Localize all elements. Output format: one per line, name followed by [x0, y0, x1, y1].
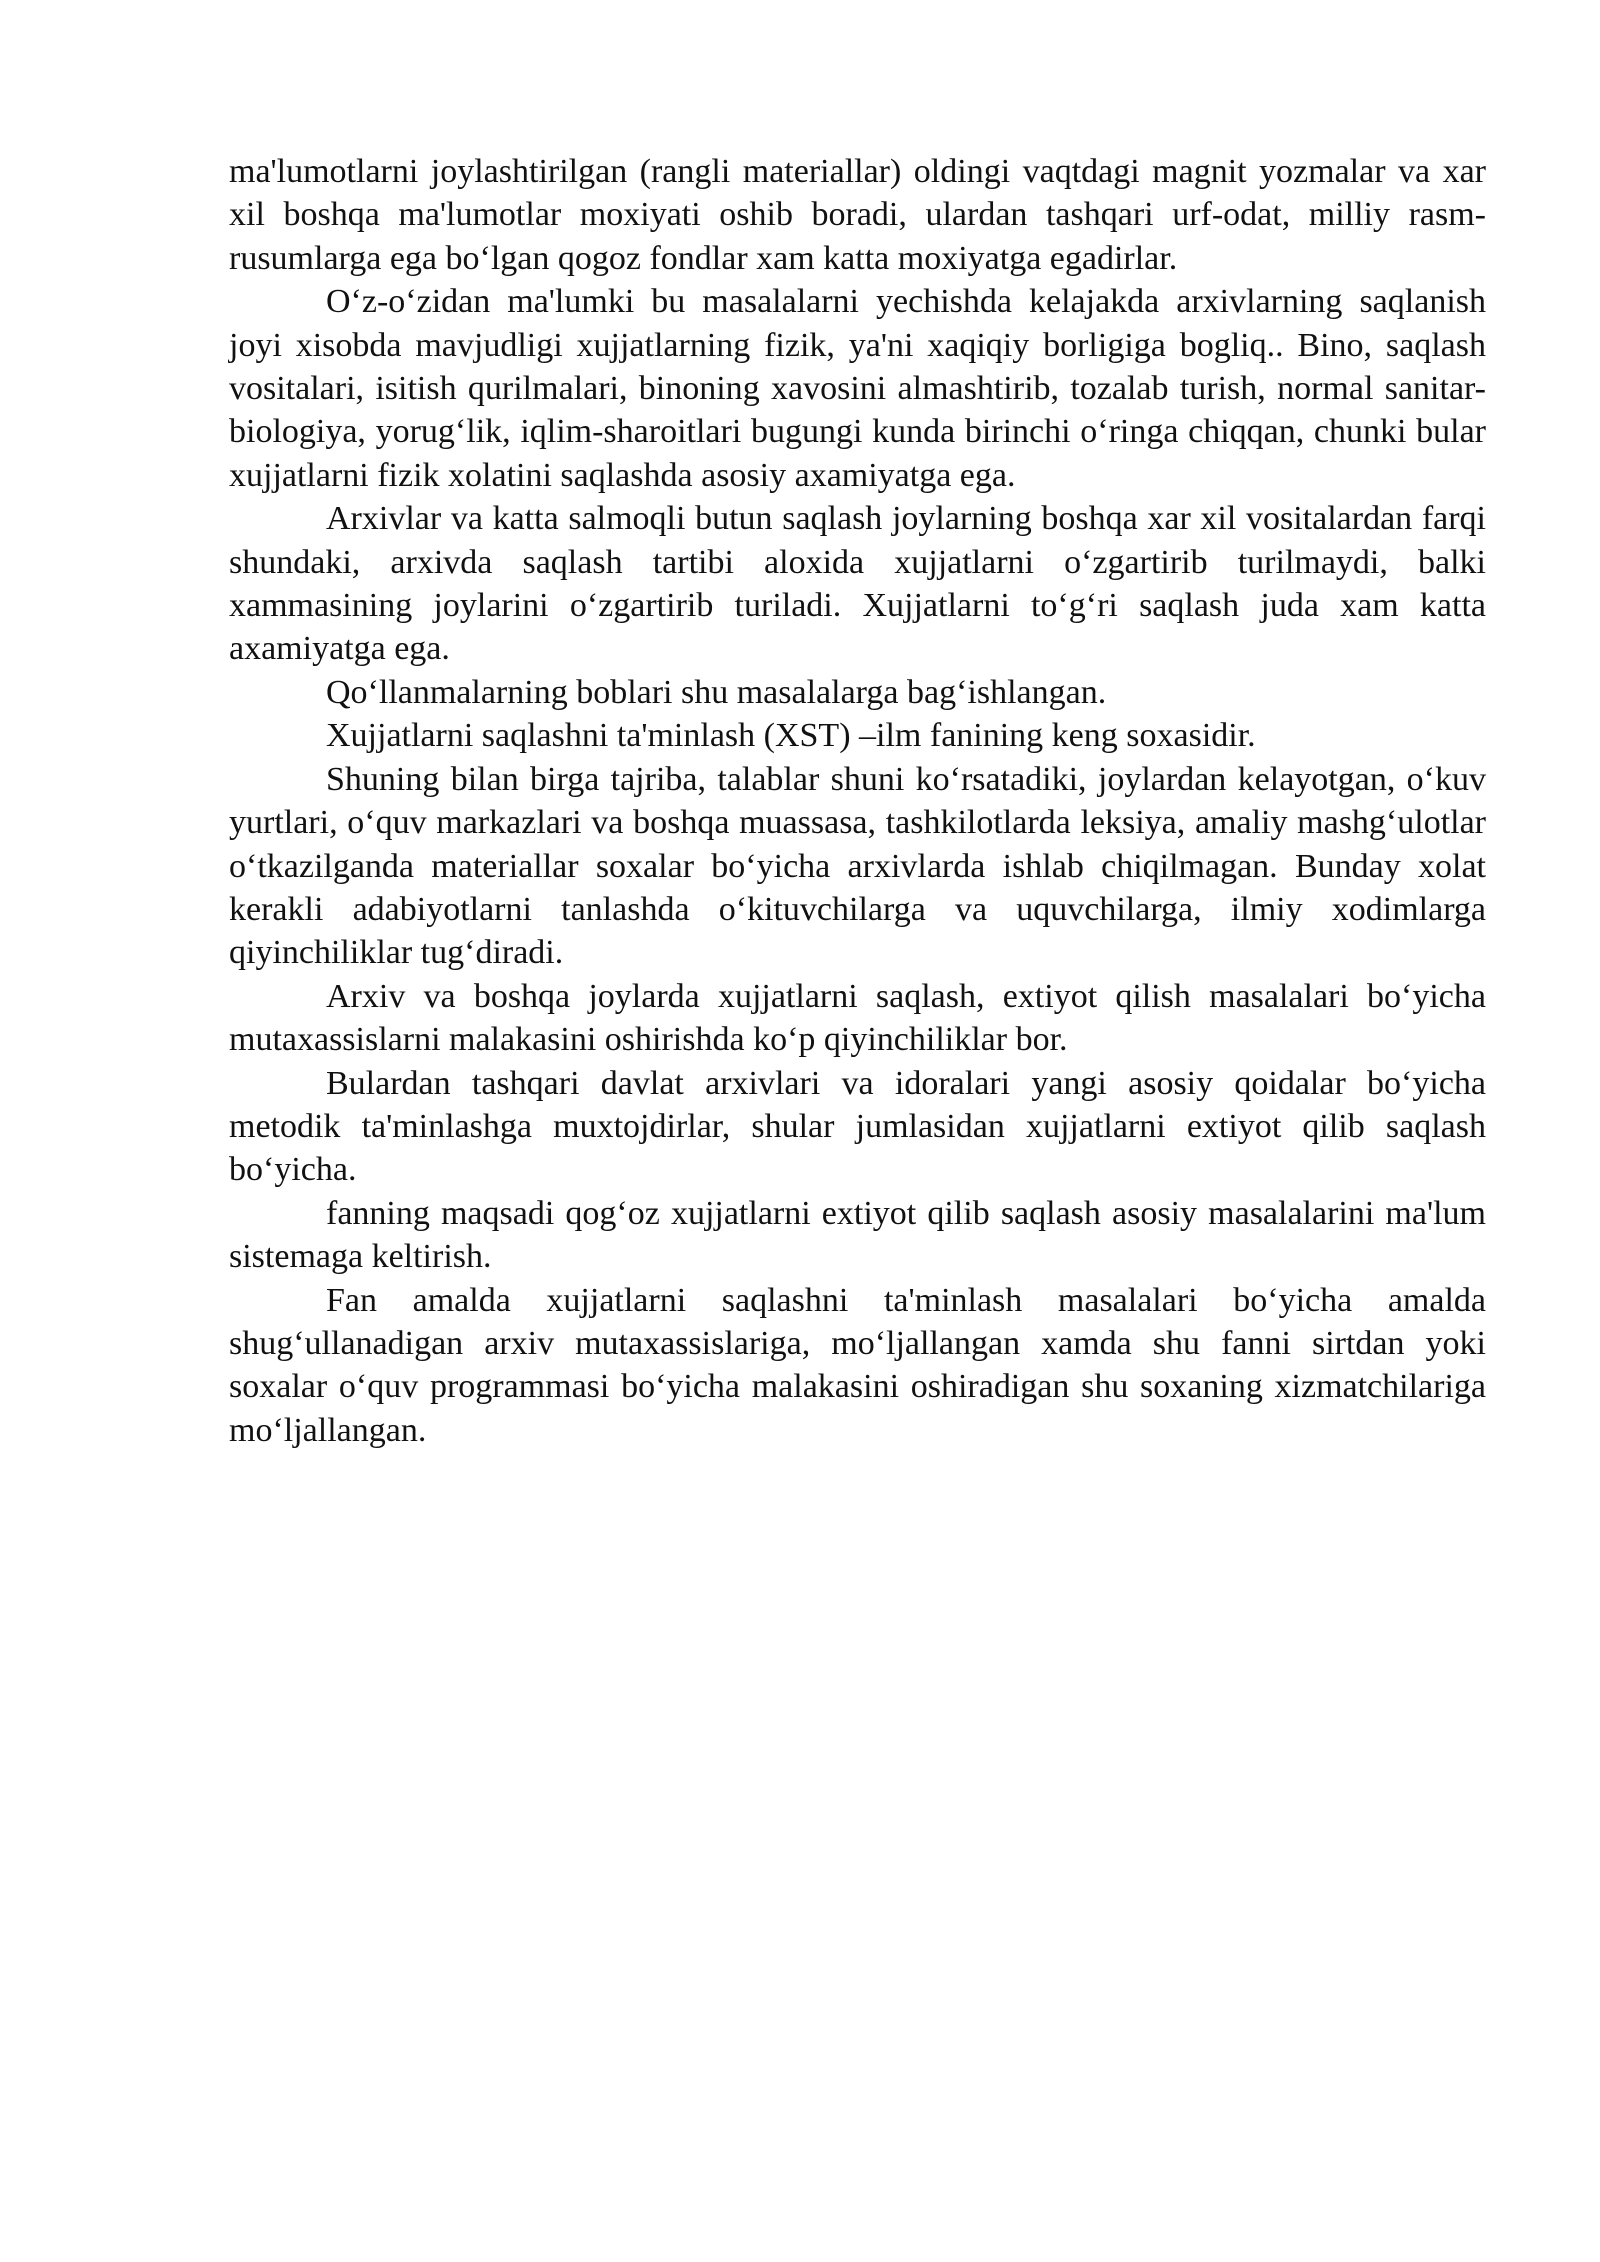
paragraph: fanning maqsadi qog‘oz xujjatlarni extiyot qilib saqlash asosiy masalalarini ma'lum sistemaga keltirish.: [229, 1194, 1486, 1276]
paragraph: ma'lumotlarni joylashtirilgan (rangli materiallar) oldingi vaqtdagi magnit yozmalar va xar xil boshqa ma'lumotlar moxiyati oshib boradi, ulardan tashqari urf-odat, milliy rasm-rusumlarga ega bo‘lgan qogoz fondlar xam katta moxiyatga egadirlar.: [229, 153, 1486, 277]
paragraph: Arxiv va boshqa joylarda xujjatlarni saqlash, extiyot qilish masalalari bo‘yicha mutaxassislarni malakasini oshirishda ko‘p qiyinchiliklar bor.: [229, 977, 1486, 1059]
paragraph: Fan amalda xujjatlarni saqlashni ta'minlash masalalari bo‘yicha amalda shug‘ullanadigan arxiv mutaxassislariga, mo‘ljallangan xamda shu fanni sirtdan yoki soxalar o‘quv programmasi bo‘yicha malakasini oshiradigan shu soxaning xizmatchilariga mo‘ljallangan.: [229, 1281, 1486, 1449]
paragraph: Xujjatlarni saqlashni ta'minlash (XST) –ilm fanining keng soxasidir.: [326, 717, 1256, 755]
paragraph: Shuning bilan birga tajriba, talablar shuni ko‘rsatadiki, joylardan kelayotgan, o‘kuv yurtlari, o‘quv markazlari va boshqa muassasa, tashkilotlarda leksiya, amaliy mashg‘ulotlar o‘tkazilganda materiallar soxalar bo‘yicha arxivlarda ishlab chiqilmagan. Bunday xolat kerakli adabiyotlarni tanlashda o‘kituvchilarga va uquvchilarga, ilmiy xodimlarga qiyinchiliklar tug‘diradi.: [229, 760, 1486, 972]
paragraph: Qo‘llanmalarning boblari shu masalalarga bag‘ishlangan.: [326, 673, 1107, 711]
paragraph: Bulardan tashqari davlat arxivlari va idoralari yangi asosiy qoidalar bo‘yicha metodik ta'minlashga muxtojdirlar, shular jumlasidan xujjatlarni extiyot qilib saqlash bo‘yicha.: [229, 1064, 1486, 1189]
document-body: [229, 150, 1486, 1452]
paragraph: Arxivlar va katta salmoqli butun saqlash joylarning boshqa xar xil vositalardan farqi shundaki, arxivda saqlash tartibi aloxida xujjatlarni o‘zgartirib turilmaydi, balki xammasining joylarini o‘zgartirib turiladi. Xujjatlarni to‘g‘ri saqlash juda xam katta axamiyatga ega.: [229, 500, 1486, 668]
paragraph: O‘z-o‘zidan ma'lumki bu masalalarni yechishda kelajakda arxivlarning saqlanish joyi xisobda mavjudligi xujjatlarning fizik, ya'ni xaqiqiy borligiga bogliq.. Bino, saqlash vositalari, isitish qurilmalari, binoning xavosini almashtirib, tozalab turish, normal sanitar-biologiya, yorug‘lik, iqlim-sharoitlari bugungi kunda birinchi o‘ringa chiqqan, chunki bular xujjatlarni fizik xolatini saqlashda asosiy axamiyatga ega.: [229, 283, 1486, 494]
